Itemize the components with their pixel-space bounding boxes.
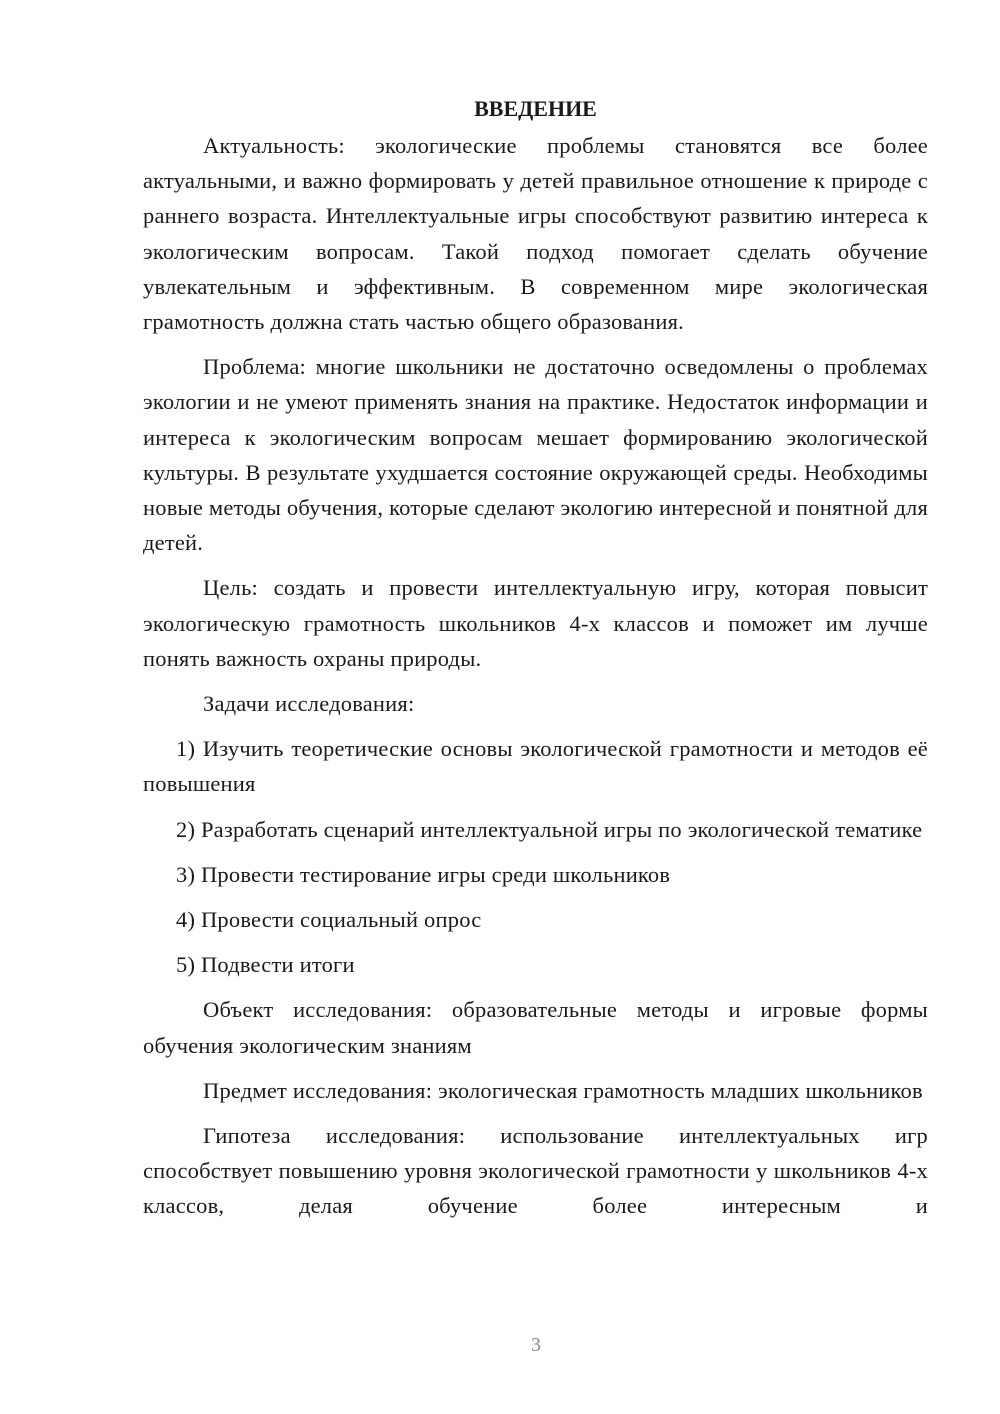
subject-paragraph: Предмет исследования: экологическая грамотность младших школьников	[203, 1077, 923, 1103]
task-item-1: 1) Изучить теоретические основы экологической грамотности и методов её повышения	[143, 736, 928, 797]
relevance-paragraph: Актуальность: экологические проблемы становятся все более актуальными, и важно формировать у детей правильное отношение к природе с раннего возраста. Интеллектуальные игры способствуют развитию интереса к экологическим вопросам. Такой подход помогает сделать обучение увлекательным и эффективным. В современном мире экологическая грамотность должна стать частью общего образования.	[143, 133, 928, 335]
task-item-4: 4) Провести социальный опрос	[176, 907, 482, 933]
goal-paragraph: Цель: создать и провести интеллектуальную игру, которая повысит экологическую грамотность школьников 4-х классов и поможет им лучше понять важность охраны природы.	[143, 575, 928, 671]
object-paragraph: Объект исследования: образовательные методы и игровые формы обучения экологическим знаниям	[143, 997, 928, 1058]
problem-paragraph: Проблема: многие школьники не достаточно осведомлены о проблемах экологии и не умеют применять знания на практике. Недостаток информации и интереса к экологическим вопросам мешает формированию экологической культуры. В результате ухудшается состояние окружающей среды. Необходимы новые методы обучения, которые сделают экологию интересной и понятной для детей.	[143, 354, 928, 556]
task-item-5: 5) Подвести итоги	[176, 952, 355, 978]
document-page	[143, 94, 928, 1234]
task-item-3: 3) Провести тестирование игры среди школьников	[176, 861, 671, 887]
tasks-heading: Задачи исследования:	[203, 691, 415, 717]
hypothesis-paragraph: Гипотеза исследования: использование интеллектуальных игр способствует повышению уровня экологической грамотности у школьников 4-х классов, делая обучение более интересным и	[143, 1123, 928, 1219]
page-number: 3	[531, 1334, 541, 1356]
task-item-2: 2) Разработать сценарий интеллектуальной игры по экологической тематике	[176, 816, 923, 842]
section-heading: ВВЕДЕНИЕ	[474, 96, 597, 121]
